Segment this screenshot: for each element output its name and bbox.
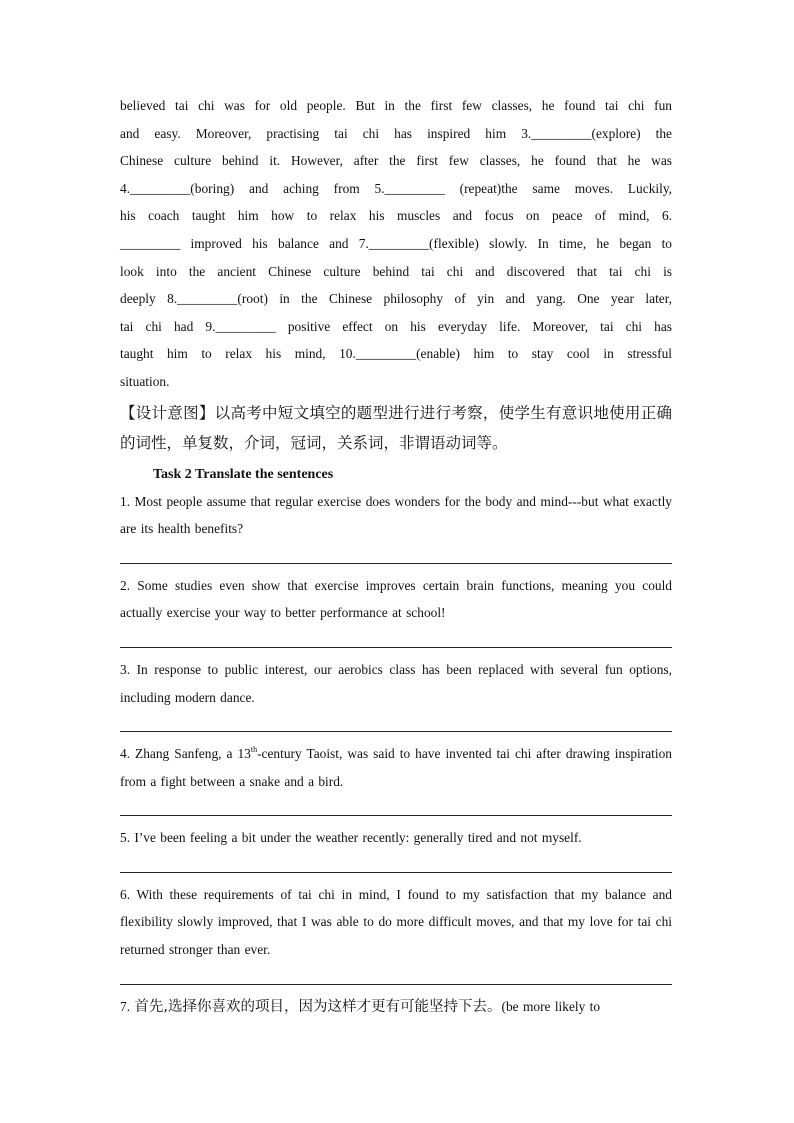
item-number: 7. bbox=[120, 998, 131, 1014]
item-text: 5. I’ve been feeling a bit under the weather recently: generally tired and not myself. bbox=[120, 830, 582, 846]
passage-line: his coach taught him how to relax his muscles and focus on peace of mind, 6. bbox=[120, 208, 672, 224]
item-text: 2. Some studies even show that exercise improves certain brain functions, meaning you could actually exercise your way to better performance at school! bbox=[120, 577, 672, 621]
passage-line: taught him to relax his mind, 10._________(enable) him to stay cool in stressful bbox=[120, 346, 672, 362]
translation-item bbox=[120, 572, 672, 648]
answer-line[interactable] bbox=[120, 627, 672, 648]
passage-line: tai chi had 9._________ positive effect on his everyday life. Moreover, tai chi has bbox=[120, 318, 672, 334]
item-text: 6. With these requirements of tai chi in mind, I found to my satisfaction that my balance and flexibility slowly improved, that I was able to do more difficult moves, and that my love for tai chi returned stronger than ever. bbox=[120, 886, 672, 958]
passage-line: Chinese culture behind it. However, after the first few classes, he found that he was bbox=[120, 153, 672, 169]
item-hint: (be more likely to bbox=[501, 998, 601, 1014]
item-text-post: -century Taoist, was said to have invented tai chi after drawing inspiration from a fight between a snake and a bird. bbox=[120, 746, 672, 789]
passage-line: _________ improved his balance and 7._________(flexible) slowly. In time, he began to bbox=[120, 235, 672, 251]
item-chinese-text: 首先,选择你喜欢的项目，因为这样才更有可能坚持下去。 bbox=[134, 998, 502, 1015]
design-intent: 【设计意图】以高考中短文填空的题型进行进行考察，使学生有意识地使用正确的词性，单复数，介词，冠词，关系词，非谓语动词等。 bbox=[120, 403, 672, 452]
item-text: 3. In response to public interest, our aerobics class has been replaced with several fun options, including modern dance. bbox=[120, 661, 672, 705]
item-text: 1. Most people assume that regular exercise does wonders for the body and mind---but what exactly are its health benefits? bbox=[120, 493, 672, 537]
passage-line: situation. bbox=[120, 373, 170, 389]
answer-line[interactable] bbox=[120, 852, 672, 873]
answer-line[interactable] bbox=[120, 543, 672, 564]
answer-line[interactable] bbox=[120, 795, 672, 816]
translation-item bbox=[120, 656, 672, 732]
ordinal-suffix: th bbox=[250, 745, 258, 755]
document-page bbox=[120, 92, 672, 1021]
item-text bbox=[120, 993, 672, 1022]
item-text bbox=[120, 740, 672, 795]
answer-line[interactable] bbox=[120, 964, 672, 985]
task-title: Task 2 Translate the sentences bbox=[153, 466, 334, 482]
passage-line: believed tai chi was for old people. But in the first few classes, he found tai chi fun bbox=[120, 98, 672, 113]
translation-item bbox=[120, 488, 672, 564]
translation-item bbox=[120, 993, 672, 1022]
passage-line: deeply 8._________(root) in the Chinese philosophy of yin and yang. One year later, bbox=[120, 291, 672, 307]
translation-item bbox=[120, 740, 672, 816]
item-text-pre: 4. Zhang Sanfeng, a 13 bbox=[120, 746, 251, 762]
translation-item bbox=[120, 824, 672, 873]
passage-line: 4._________(boring) and aching from 5._________ (repeat)the same moves. Luckily, bbox=[120, 180, 672, 196]
translation-item bbox=[120, 881, 672, 985]
passage-line: look into the ancient Chinese culture behind tai chi and discovered that tai chi is bbox=[120, 263, 672, 279]
passage-line: and easy. Moreover, practising tai chi has inspired him 3._________(explore) the bbox=[120, 125, 672, 141]
cloze-passage bbox=[120, 92, 672, 396]
answer-line[interactable] bbox=[120, 711, 672, 732]
